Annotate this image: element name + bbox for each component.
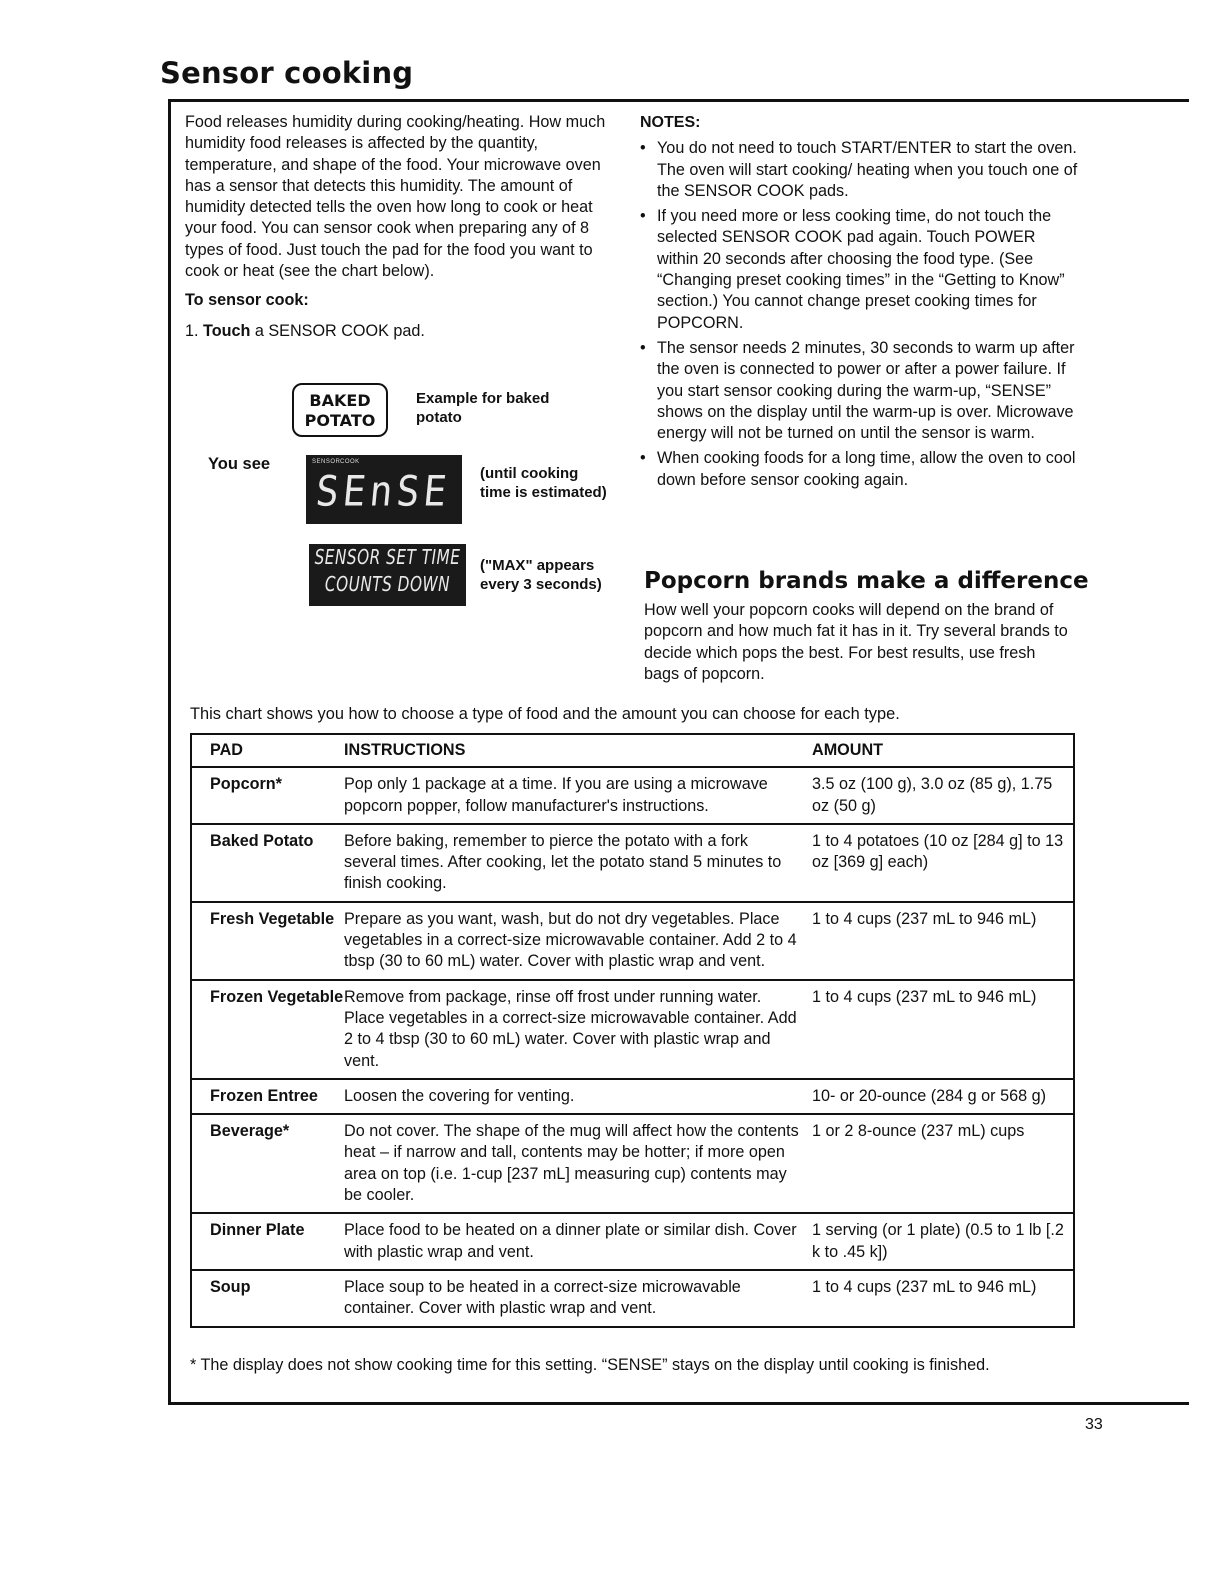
pad-line-1: BAKED — [309, 391, 371, 410]
row-amount: 1 to 4 potatoes (10 oz [284 g] to 13 oz [369 g] each) — [810, 824, 1074, 902]
row-pad: Beverage* — [191, 1114, 344, 1213]
header-amount: AMOUNT — [810, 734, 1074, 767]
step-heading: To sensor cook: — [185, 291, 309, 310]
row-amount: 1 to 4 cups (237 mL to 946 mL) — [810, 902, 1074, 980]
row-instructions: Place soup to be heated in a correct-size microwavable container. Cover with plastic wrap and vent. — [344, 1270, 810, 1327]
row-instructions: Remove from package, rinse off frost under running water. Place vegetables in a correct-size microwavable container. Add 2 to 4 tbsp (30 to 60 mL) water. Cover with plastic wrap and vent. — [344, 980, 810, 1079]
table-row — [191, 1079, 1074, 1114]
row-amount: 1 to 4 cups (237 mL to 946 mL) — [810, 1270, 1074, 1327]
row-pad: Baked Potato — [191, 824, 344, 902]
step-text: a SENSOR COOK pad. — [250, 321, 425, 340]
header-pad: PAD — [191, 734, 344, 767]
header-instructions: INSTRUCTIONS — [344, 734, 810, 767]
table-row — [191, 767, 1074, 824]
page-number: 33 — [1085, 1416, 1103, 1433]
note-item: • When cooking foods for a long time, allow the oven to cool down before sensor cooking again. — [640, 449, 1076, 489]
table-row — [191, 824, 1074, 902]
row-amount: 10- or 20-ounce (284 g or 568 g) — [810, 1079, 1074, 1114]
baked-potato-pad-illustration — [292, 383, 388, 437]
row-pad: Frozen Entree — [191, 1079, 344, 1114]
notes-list — [640, 138, 1080, 491]
row-instructions: Pop only 1 package at a time. If you are using a microwave popcorn popper, follow manufacturer's instructions. — [344, 767, 810, 824]
table-row — [191, 1213, 1074, 1270]
row-amount: 1 to 4 cups (237 mL to 946 mL) — [810, 980, 1074, 1079]
notes-heading: NOTES: — [640, 114, 701, 131]
lcd-cook-indicator: COOK — [340, 459, 360, 465]
chart-header-row — [191, 734, 1074, 767]
row-pad: Popcorn* — [191, 767, 344, 824]
pad-caption: Example for baked potato — [416, 390, 550, 426]
row-instructions: Do not cover. The shape of the mug will affect how the contents heat – if narrow and tall, contents may be hotter; if more open area on top (i.e. 1-cup [237 mL] measuring cup) contents may be cooler. — [344, 1114, 810, 1213]
you-see-label: You see — [208, 455, 271, 473]
lcd-sense-caption: (until cooking time is estimated) — [480, 465, 607, 501]
table-row — [191, 1114, 1074, 1213]
intro-paragraph: Food releases humidity during cooking/heating. How much humidity food releases is affected by the quantity, temperature, and shape of the food. Your microwave oven has a sensor that detects this humidity. The amount of humidity detected tells the oven how long to cook or heat your food. You can sensor cook when preparing any of 8 types of food. Just touch the pad for the food you want to cook or heat (see the chart below). — [185, 113, 606, 281]
note-item: • If you need more or less cooking time, do not touch the selected SENSOR COOK pad again. Touch POWER within 20 seconds after choosing the food type. (See “Changing preset cooking times” in the “Getting to Know” section.) You cannot change preset cooking times for POPCORN. — [640, 207, 1065, 332]
bullet-icon: • — [640, 139, 646, 158]
page-title: Sensor cooking — [160, 56, 414, 90]
popcorn-body: How well your popcorn cooks will depend on the brand of popcorn and how much fat it has in it. Try several brands to decide which pops the best. For best results, use fresh bags of popcorn. — [644, 601, 1068, 683]
row-instructions: Loosen the covering for venting. — [344, 1079, 810, 1114]
row-pad: Soup — [191, 1270, 344, 1327]
bullet-icon: • — [640, 207, 646, 226]
sensor-cook-chart — [190, 733, 1075, 1328]
row-pad: Dinner Plate — [191, 1213, 344, 1270]
row-pad: Frozen Vegetable — [191, 980, 344, 1079]
bullet-icon: • — [640, 449, 646, 468]
row-amount: 3.5 oz (100 g), 3.0 oz (85 g), 1.75 oz (50 g) — [810, 767, 1074, 824]
step-1 — [185, 321, 615, 342]
row-instructions: Before baking, remember to pierce the potato with a fork several times. After cooking, let the potato stand 5 minutes to finish cooking. — [344, 824, 810, 902]
table-row — [191, 1270, 1074, 1327]
bullet-icon: • — [640, 338, 646, 357]
step-number: 1. — [185, 321, 199, 340]
row-instructions: Prepare as you want, wash, but do not dry vegetables. Place vegetables in a correct-size microwavable container. Add 2 to 4 tbsp (30 to 60 mL) water. Cover with plastic wrap and vent. — [344, 902, 810, 980]
lcd-sensor-indicator: SENSOR — [312, 459, 341, 465]
table-row — [191, 980, 1074, 1079]
lcd-countdown-caption: ("MAX" appears every 3 seconds) — [480, 557, 602, 593]
intro-section — [185, 112, 615, 342]
row-instructions: Place food to be heated on a dinner plate or similar dish. Cover with plastic wrap and vent. — [344, 1213, 810, 1270]
note-item: • The sensor needs 2 minutes, 30 seconds to warm up after the oven is connected to power or after a power failure. If you start sensor cooking during the warm-up, “SENSE” shows on the display until the warm-up is over. Microwave energy will not be turned on until the sensor is warm. — [640, 338, 1075, 443]
lcd-countdown-line-2: COUNTS DOWN — [324, 573, 451, 597]
note-item: • You do not need to touch START/ENTER to start the oven. The oven will start cooking/ heating when you touch one of the SENSOR COOK pads. — [640, 139, 1078, 200]
step-verb: Touch — [203, 321, 251, 340]
table-row — [191, 902, 1074, 980]
row-pad: Fresh Vegetable — [191, 902, 344, 980]
lcd-sense-display — [306, 455, 462, 524]
lcd-sense-text: SEnSE — [313, 466, 453, 516]
chart-intro: This chart shows you how to choose a type of food and the amount you can choose for each type. — [190, 705, 900, 723]
chart-footnote: * The display does not show cooking time for this setting. “SENSE” stays on the display until cooking is finished. — [190, 1356, 990, 1374]
pad-line-2: POTATO — [304, 411, 376, 430]
lcd-countdown-display — [309, 544, 466, 606]
notes-section — [640, 112, 1080, 495]
row-amount: 1 serving (or 1 plate) (0.5 to 1 lb [.2 k to .45 k]) — [810, 1213, 1074, 1270]
lcd-countdown-line-1: SENSOR SET TIME — [314, 546, 461, 570]
popcorn-heading: Popcorn brands make a difference — [644, 568, 1089, 594]
row-amount: 1 or 2 8-ounce (237 mL) cups — [810, 1114, 1074, 1213]
